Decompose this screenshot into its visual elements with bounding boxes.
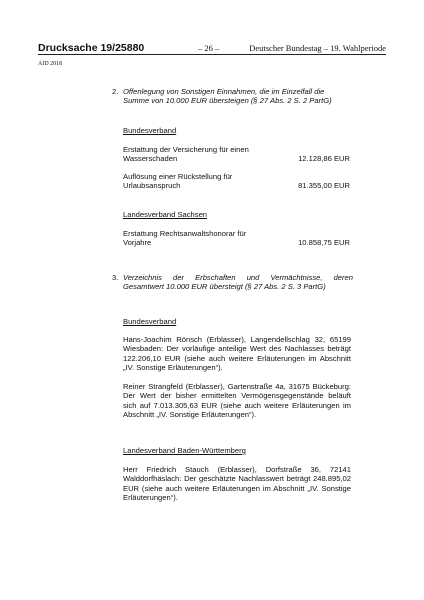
income-item-label-line: Erstattung der Versicherung für einen bbox=[123, 145, 249, 154]
income-item-label-line: Urlaubsanspruch bbox=[123, 181, 181, 191]
document-number-prefix: Drucksache 19/ bbox=[38, 42, 116, 54]
section-3-group-heading: Bundesverband bbox=[123, 317, 177, 326]
section-2-title bbox=[123, 87, 353, 106]
document-number-value: 25880 bbox=[115, 42, 145, 54]
section-2-title-line: Summe von 10.000 EUR übersteigen (§ 27 Abs. 2 S. 2 PartG) bbox=[123, 96, 332, 106]
income-item-label-line: Auflösung einer Rückstellung für bbox=[123, 172, 233, 181]
bequest-paragraph: Herr Friedrich Stauch (Erblasser), Dorfstraße 36, 72141 Walddorfhäslach: Der geschätzte Nachlasswert beträgt 248.895,02 EUR (siehe auch weitere Erläuterungen im Abschnitt „IV. Sonstige Erläuterungen“). bbox=[123, 465, 351, 503]
income-item-label bbox=[123, 229, 273, 248]
document-number bbox=[38, 42, 144, 54]
page-header bbox=[38, 42, 386, 55]
income-item-label-line: Erstattung Rechtsanwaltshonorar für bbox=[123, 229, 247, 238]
section-3-number: 3. bbox=[112, 273, 119, 282]
section-2-group-heading: Bundesverband bbox=[123, 126, 177, 135]
document-tag: AfD 2018 bbox=[38, 61, 63, 67]
section-2-title-line: Offenlegung von Sonstigen Einnahmen, die im Einzelfall die bbox=[123, 87, 325, 96]
publication-title: Deutscher Bundestag – 19. Wahlperiode bbox=[249, 43, 386, 53]
section-3-title-line: Gesamtwert 10.000 EUR übersteigt (§ 27 Abs. 2 S. 3 PartG) bbox=[123, 282, 326, 292]
section-3-title-line: Verzeichnis der Erbschaften und Vermächtnisse, deren bbox=[123, 273, 353, 282]
bequest-paragraph: Reiner Strangfeld (Erblasser), Gartenstraße 4a, 31675 Bückeburg: Der Wert der bisher ermittelten Vermögensgegenstände beläuft sich auf 7.013.305,63 EUR (siehe auch weitere Erläuterungen im Abschnitt „IV. Sonstige Erläuterungen“). bbox=[123, 382, 351, 420]
income-item-amount: 12.128,86 EUR bbox=[298, 154, 350, 163]
page-number: – 26 – bbox=[198, 43, 220, 53]
income-item-amount: 81.355,00 EUR bbox=[298, 181, 350, 190]
income-item-label-line: Vorjahre bbox=[123, 238, 152, 248]
section-2-number: 2. bbox=[112, 87, 119, 96]
income-item-label bbox=[123, 145, 273, 164]
income-item-label-line: Wasserschaden bbox=[123, 154, 178, 164]
bequest-paragraph: Hans-Joachim Rönsch (Erblasser), Langendellschlag 32, 65199 Wiesbaden: Der vorläufige anteilige Wert des Nachlasses beträgt 122.206,10 EUR (siehe auch weitere Erläuterungen im Abschnitt „IV. Sonstige Erläuterungen“). bbox=[123, 335, 351, 373]
section-2-group-heading: Landesverband Sachsen bbox=[123, 210, 208, 219]
income-item-label bbox=[123, 172, 273, 191]
section-3-title bbox=[123, 273, 353, 292]
section-3-group-heading: Landesverband Baden-Württemberg bbox=[123, 446, 246, 455]
income-item-amount: 10.858,75 EUR bbox=[298, 238, 350, 247]
